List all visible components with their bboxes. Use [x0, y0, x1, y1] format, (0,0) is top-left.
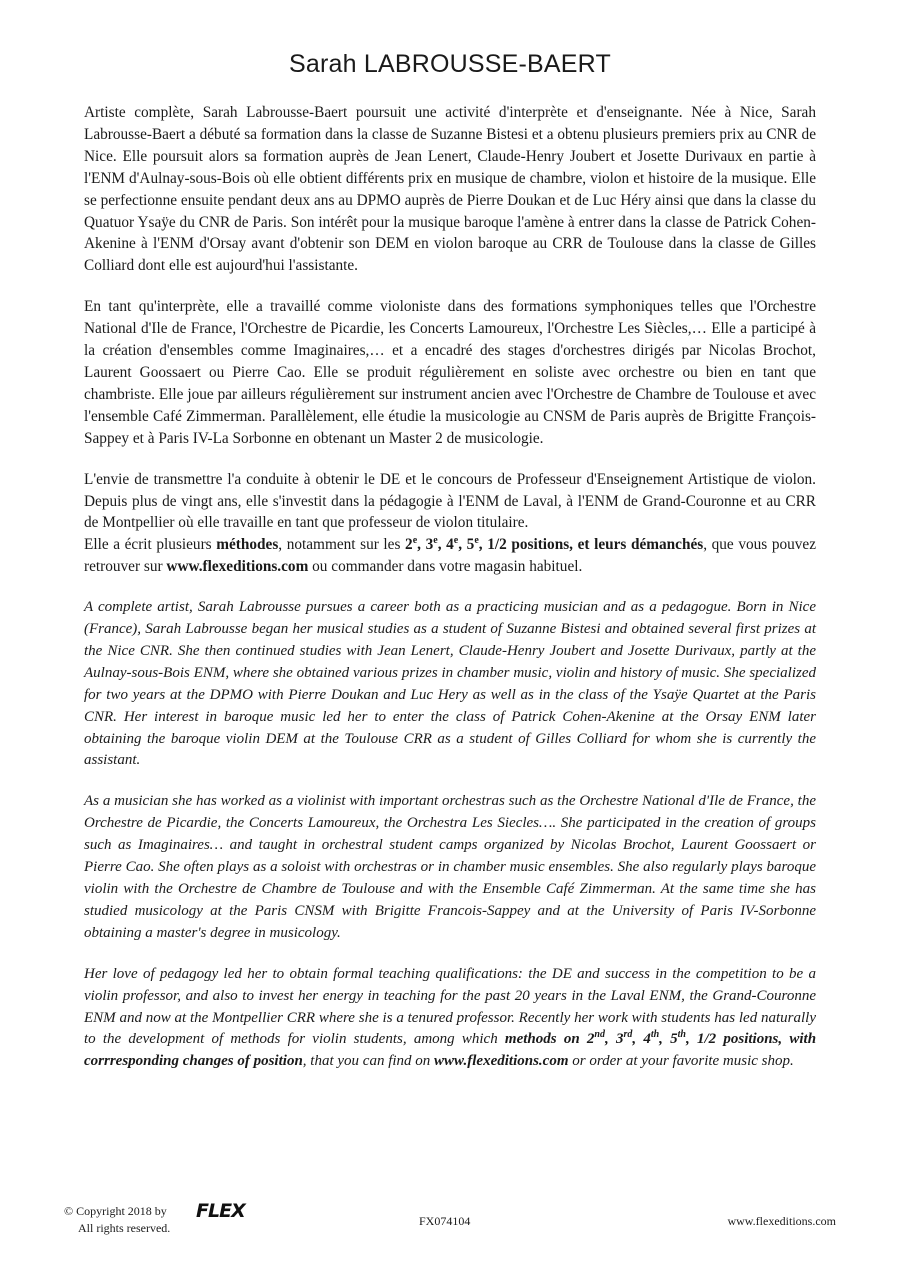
page-title: Sarah LABROUSSE-BAERT	[289, 50, 611, 78]
french-positions-list	[405, 536, 703, 553]
positions-text: , 1/2 positions, et leurs démanchés	[478, 536, 704, 554]
page-footer	[0, 1200, 900, 1250]
english-teaching-text: Her love of pedagogy led her to obtain formal teaching qualifications: the DE and success in the competition to be a violin professor, and also to invest her energy in teaching for the past 20 years in the Laval ENM, the Grand-Couronne ENM and now at the Montpellier CRR where she is a tenured professor. Recently her work with students has led naturally to the development of methods for violin students, among which	[84, 965, 816, 1048]
separator: ,	[659, 1031, 671, 1048]
copyright-notice	[64, 1203, 170, 1237]
rights-text: All rights reserved.	[78, 1221, 171, 1235]
french-website-link[interactable]: www.flexeditions.com	[166, 558, 309, 576]
catalog-reference: FX074104	[419, 1214, 471, 1228]
ordinal-suffix: e	[412, 535, 418, 547]
position-3: 3	[425, 536, 434, 554]
french-closing-text: ou commander dans votre magasin habituel.	[308, 558, 583, 576]
ordinal-suffix: th	[650, 1029, 660, 1041]
positions-text: , 1/2 positions, with corrresponding changes of position	[84, 1031, 817, 1070]
french-methods-text: , notamment sur les	[278, 536, 406, 554]
english-biography	[84, 597, 816, 1073]
french-paragraph-teaching	[84, 469, 816, 579]
french-methods-label: méthodes	[216, 536, 279, 554]
french-website-intro: , que vous pouvez retrouver sur	[84, 536, 816, 576]
separator: ,	[458, 536, 467, 554]
position-5: 5	[670, 1031, 678, 1048]
footer-website[interactable]: www.flexeditions.com	[727, 1214, 836, 1228]
methods-label: methods on	[504, 1031, 587, 1048]
position-2: 2	[586, 1031, 595, 1048]
english-paragraph-performer: As a musician she has worked as a violinist with important orchestras such as the Orchestre National d'Ile de France, the Orchestre de Picardie, the Concerts Lamoureux, the Orchestra Les Siecles…. She participated in the creation of groups such as Imaginaires… and taught in orchestral student camps organized by Nicolas Brochot, Laurent Goossaert or Pierre Cao. She often plays as a soloist with orchestras or in chamber music ensembles. She also regularly plays baroque violin with the Orchestre de Chambre de Toulouse and with the Ensemble Café Zimmerman. At the same time she has studied musicology at the Paris CNSM with Brigitte Francois-Sappey and at the University of Paris IV-Sorbonne obtaining a master's degree in musicology.	[84, 793, 816, 941]
flex-logo: FLEX	[196, 1200, 245, 1222]
ordinal-suffix: e	[433, 535, 438, 547]
english-website-intro: , that you can find on	[302, 1053, 435, 1070]
separator: ,	[632, 1031, 644, 1048]
separator: ,	[604, 1031, 616, 1048]
position-4: 4	[446, 536, 454, 554]
french-methods-intro: Elle a écrit plusieurs	[84, 536, 217, 554]
ordinal-suffix: th	[677, 1029, 686, 1041]
french-paragraph-training: Artiste complète, Sarah Labrousse-Baert poursuit une activité d'interprète et d'enseignante. Née à Nice, Sarah Labrousse-Baert a débuté sa formation dans la classe de Suzanne Bistesi et a obtenu plusieurs premiers prix au CNR de Nice. Elle poursuit alors sa formation auprès de Jean Lenert, Claude-Henry Joubert et Josette Durivaux en partie à l'ENM d'Aulnay-sous-Bois où elle obtient différents prix en musique de chambre, violon et histoire de la musique. Elle se perfectionne ensuite pendant deux ans au DPMO auprès de Pierre Doukan et de Luc Héry ainsi que dans la classe du Quatuor Ysaÿe du CNR de Paris. Son intérêt pour la musique baroque l'amène à entrer dans la classe de Patrick Cohen-Akenine à l'ENM d'Orsay avant d'obtenir son DEM en violon baroque au CRR de Toulouse dans la classe de Gilles Colliard dont elle est aujourd'hui l'assistante.	[84, 104, 816, 275]
english-paragraph-teaching	[84, 964, 816, 1074]
french-paragraph-performer: En tant qu'interprète, elle a travaillé comme violoniste dans des formations symphoniques telles que l'Orchestre National d'Ile de France, l'Orchestre de Picardie, les Concerts Lamoureux, l'Orchestre Les Siècles,… Elle a participé à la création d'ensembles comme Imaginaires,… et a encadré des stages d'orchestres dirigés par Nicolas Brochot, Laurent Goossaert ou Pierre Cao. Elle se produit régulièrement en soliste avec orchestre ou bien en tant que chambriste. Elle joue par ailleurs régulièrement sur instrument ancien avec l'Orchestre de Chambre de Toulouse et avec l'ensemble Café Zimmerman. Parallèlement, elle étudie la musicologie au CNSM de Paris auprès de Brigitte François-Sappey et à Paris IV-La Sorbonne en obtenant un Master 2 de musicologie.	[84, 298, 816, 447]
french-teaching-text: L'envie de transmettre l'a conduite à obtenir le DE et le concours de Professeur d'Enseignement Artistique de violon. Depuis plus de vingt ans, elle s'investit dans la pédagogie à l'ENM de Laval, à l'ENM de Grand-Couronne et au CRR de Montpellier où elle travaille en tant que professeur de violon titulaire.	[84, 470, 816, 532]
french-biography	[84, 102, 816, 578]
separator: ,	[417, 536, 426, 554]
english-closing-text: or order at your favorite music shop.	[568, 1053, 794, 1070]
ordinal-suffix: rd	[623, 1029, 633, 1041]
english-website-link[interactable]: www.flexeditions.com	[434, 1053, 569, 1070]
ordinal-suffix: e	[474, 535, 479, 547]
english-paragraph-training: A complete artist, Sarah Labrousse pursues a career both as a practicing musician and as a pedagogue. Born in Nice (France), Sarah Labrousse began her musical studies as a student of Suzanne Bistesi and obtained several first prizes at the Nice CNR. She then continued studies with Jean Lenert, Claude-Henry Joubert and Josette Durivaux, partly at the Aulnay-sous-Bois ENM, where she obtained various prizes in chamber music, violin and history of music. She specialized for two years at the DPMO with Pierre Doukan and Luc Hery as well as in the class of the Ysaÿe Quartet at the Paris CNR. Her interest in baroque music led her to enter the class of Patrick Cohen-Akenine at the Orsay ENM later obtaining the baroque violin DEM at the Toulouse CRR as a student of Gilles Colliard for whom she is currently the assistant.	[84, 599, 816, 769]
position-5: 5	[466, 536, 475, 554]
copyright-text: © Copyright 2018 by	[64, 1204, 167, 1218]
position-4: 4	[643, 1031, 651, 1048]
biography	[84, 102, 816, 1073]
separator: ,	[437, 536, 447, 554]
position-3: 3	[615, 1031, 624, 1048]
ordinal-suffix: e	[453, 535, 459, 547]
ordinal-suffix: nd	[594, 1029, 605, 1041]
position-2: 2	[405, 536, 413, 554]
